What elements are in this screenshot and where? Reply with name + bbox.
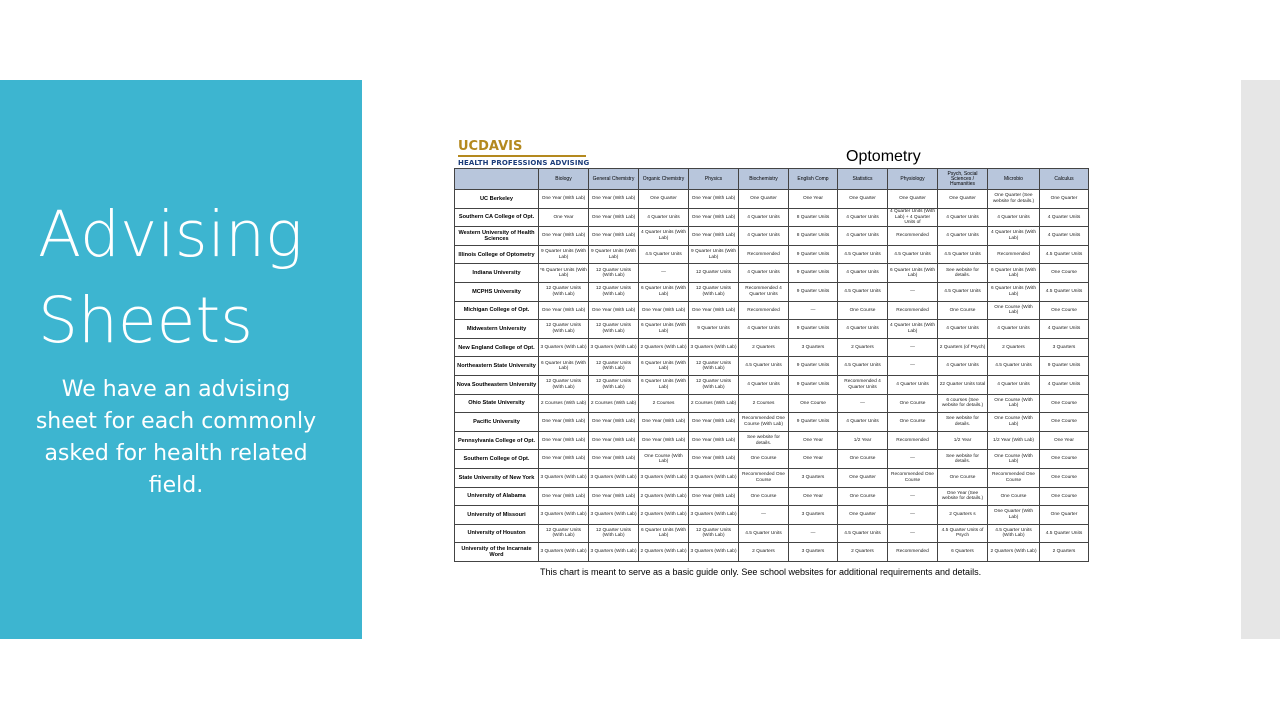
slide-title[interactable]: Advising Sheets — [38, 198, 303, 357]
requirement-cell: One Year (With Lab) — [689, 190, 739, 209]
requirement-cell: One Course — [838, 487, 888, 506]
requirement-cell: One Quarter — [1040, 506, 1089, 525]
requirement-cell: One Course — [988, 487, 1040, 506]
school-name-cell: Nova Southeastern University — [455, 375, 539, 394]
requirement-cell: One Course — [1040, 413, 1089, 432]
school-name-cell: Michigan College of Opt. — [455, 301, 539, 320]
requirement-cell: — — [888, 450, 938, 469]
requirement-cell: 3 Quarters — [789, 543, 838, 562]
requirement-cell: One Course — [938, 301, 988, 320]
requirement-cell: 2 Quarters — [838, 338, 888, 357]
requirement-cell: One Course — [739, 450, 789, 469]
requirement-cell: One Year — [789, 190, 838, 209]
requirement-cell: 9 Quarter Units — [689, 320, 739, 339]
requirement-cell: 3 Quarters (With Lab) — [589, 468, 639, 487]
requirement-cell: 12 Quarter Units (With Lab) — [589, 282, 639, 301]
requirement-cell: 12 Quarter Units (With Lab) — [539, 320, 589, 339]
requirement-cell: 6 Quarter Units (With Lab) — [639, 357, 689, 376]
requirement-cell: 6 Quarter Units (With Lab) — [639, 282, 689, 301]
requirement-cell: 12 Quarter Units (With Lab) — [689, 357, 739, 376]
requirement-cell: 6 courses (See website for details.) — [938, 394, 988, 413]
advising-sheet-image[interactable] — [454, 135, 1088, 580]
table-row — [455, 338, 1089, 357]
column-header: Calculus — [1040, 169, 1089, 190]
requirement-cell: One Year (With Lab) — [539, 227, 589, 246]
requirement-cell: 3 Quarters (With Lab) — [689, 338, 739, 357]
requirement-cell: 2 Quarters — [838, 543, 888, 562]
requirement-cell: One Year (With Lab) — [589, 227, 639, 246]
requirement-cell: 3 Quarters (With Lab) — [689, 543, 739, 562]
requirement-cell: One Course (With Lab) — [988, 450, 1040, 469]
requirement-cell: 9 Quarter Units — [789, 264, 838, 283]
requirement-cell: 2 Quarters — [1040, 543, 1089, 562]
table-row — [455, 320, 1089, 339]
requirement-cell: 3 Quarters (With Lab) — [589, 338, 639, 357]
requirement-cell: One Quarter — [838, 506, 888, 525]
requirement-cell: — — [739, 506, 789, 525]
requirement-cell: — — [789, 524, 838, 543]
table-row — [455, 282, 1089, 301]
table-row — [455, 394, 1089, 413]
school-name-cell: Ohio State University — [455, 394, 539, 413]
requirement-cell: Recommended — [888, 227, 938, 246]
requirement-cell: 12 Quarter Units (With Lab) — [689, 375, 739, 394]
requirement-cell: 6 Quarter Units (With Lab) — [639, 320, 689, 339]
table-row — [455, 524, 1089, 543]
requirement-cell: One Course — [888, 413, 938, 432]
requirement-cell: One Course — [1040, 487, 1089, 506]
school-name-cell: Pennsylvania College of Opt. — [455, 431, 539, 450]
requirement-cell: 4.5 Quarter Units — [938, 282, 988, 301]
requirement-cell: 4 Quarter Units — [988, 208, 1040, 227]
requirement-cell: 4 Quarter Units — [739, 375, 789, 394]
requirement-cell: 4.5 Quarter Units — [988, 357, 1040, 376]
requirement-cell: 12 Quarter Units — [689, 264, 739, 283]
requirement-cell: One Year (With Lab) — [639, 413, 689, 432]
requirement-cell: One Course (With Lab) — [988, 301, 1040, 320]
requirement-cell: 6 Quarter Units (With Lab) — [888, 264, 938, 283]
school-name-cell: Southern CA College of Opt. — [455, 208, 539, 227]
requirement-cell: 2 Quarters (With Lab) — [988, 543, 1040, 562]
requirement-cell: — — [838, 394, 888, 413]
requirement-cell: One Course — [838, 450, 888, 469]
requirement-cell: 4 Quarter Units — [739, 264, 789, 283]
requirement-cell: 9 Quarter Units — [789, 375, 838, 394]
requirement-cell: 2 Courses (With Lab) — [539, 394, 589, 413]
logo-subtitle: HEALTH PROFESSIONS ADVISING — [458, 158, 590, 167]
requirement-cell: 3 Quarters (With Lab) — [539, 506, 589, 525]
requirement-cell: 2 Quarters — [988, 338, 1040, 357]
requirement-cell: 2 Courses (With Lab) — [689, 394, 739, 413]
table-row — [455, 413, 1089, 432]
requirement-cell: 3 Quarters — [789, 468, 838, 487]
requirement-cell: One Year — [1040, 431, 1089, 450]
requirement-cell: One Year (With Lab) — [689, 431, 739, 450]
requirement-cell: 4 Quarter Units — [938, 208, 988, 227]
requirement-cell: 9 Quarter Units — [789, 282, 838, 301]
requirement-cell: One Year (With Lab) — [589, 450, 639, 469]
table-row — [455, 450, 1089, 469]
requirement-cell: 2 Quarters s — [938, 506, 988, 525]
requirement-cell: One Course — [1040, 450, 1089, 469]
requirement-cell: 4 Quarter Units — [739, 227, 789, 246]
requirement-cell: 8 Quarter Units — [789, 227, 838, 246]
school-name-cell: UC Berkeley — [455, 190, 539, 209]
requirement-cell: — — [888, 357, 938, 376]
table-body — [455, 190, 1089, 562]
requirement-cell: 4.5 Quarter Units — [938, 245, 988, 264]
table-row — [455, 190, 1089, 209]
requirement-cell: One Quarter — [838, 190, 888, 209]
requirement-cell: 2 Courses — [739, 394, 789, 413]
sheet-title: Optometry — [846, 148, 921, 165]
requirement-cell: One Year (With Lab) — [589, 487, 639, 506]
requirement-cell: 4.5 Quarter Units — [739, 357, 789, 376]
requirement-cell: One Year (With Lab) — [689, 450, 739, 469]
requirement-cell: 4 Quarter Units — [1040, 320, 1089, 339]
requirement-cell: 9 Quarter Units — [1040, 357, 1089, 376]
requirement-cell: 12 Quarter Units (With Lab) — [689, 524, 739, 543]
requirement-cell: 12 Quarter Units (With Lab) — [589, 264, 639, 283]
requirement-cell: 12 Quarter Units (With Lab) — [539, 282, 589, 301]
table-row — [455, 468, 1089, 487]
requirement-cell: One Year (With Lab) — [589, 301, 639, 320]
requirement-cell: 2 Quarters (With Lab) — [639, 338, 689, 357]
school-name-cell: State University of New York — [455, 468, 539, 487]
requirement-cell: See website for details. — [739, 431, 789, 450]
requirement-cell: 4 Quarter Units (With Lab) — [639, 227, 689, 246]
table-row — [455, 208, 1089, 227]
table-row — [455, 264, 1089, 283]
requirement-cell: 2 Quarters (With Lab) — [639, 506, 689, 525]
column-header: Physiology — [888, 169, 938, 190]
requirement-cell: 2 Quarters (With Lab) — [639, 487, 689, 506]
requirement-cell: 4 Quarter Units — [1040, 208, 1089, 227]
requirement-cell: One Year — [789, 450, 838, 469]
requirement-cell: 4.5 Quarter Units — [838, 282, 888, 301]
requirement-cell: 4 Quarter Units — [838, 208, 888, 227]
requirement-cell: 4.5 Quarter Units — [1040, 524, 1089, 543]
requirement-cell: One Course — [739, 487, 789, 506]
requirement-cell: One Year (With Lab) — [539, 487, 589, 506]
requirement-cell: 12 Quarter Units (With Lab) — [589, 320, 639, 339]
requirement-cell: — — [789, 301, 838, 320]
requirement-cell: 1/2 Year (With Lab) — [988, 431, 1040, 450]
requirement-cell: 4 Quarter Units — [938, 357, 988, 376]
column-header: Physics — [689, 169, 739, 190]
requirement-cell: 2 Courses — [639, 394, 689, 413]
school-name-cell: New England College of Opt. — [455, 338, 539, 357]
requirement-cell: One Course — [1040, 394, 1089, 413]
requirement-cell: Recommended — [888, 301, 938, 320]
requirement-cell: One Year (With Lab) — [539, 413, 589, 432]
requirement-cell: 3 Quarters — [1040, 338, 1089, 357]
requirement-cell: One Year (With Lab) — [589, 208, 639, 227]
requirement-cell: 9 Quarter Units — [789, 413, 838, 432]
requirement-cell: One Year (With Lab) — [689, 208, 739, 227]
requirement-cell: 3 Quarters (With Lab) — [639, 468, 689, 487]
requirement-cell: 6 Quarter Units (With Lab) — [539, 357, 589, 376]
requirement-cell: 4 Quarter Units — [988, 375, 1040, 394]
requirement-cell: One Year (With Lab) — [689, 487, 739, 506]
requirement-cell: Recommended One Course — [988, 468, 1040, 487]
logo-rule — [458, 155, 586, 157]
requirement-cell: One Course (With Lab) — [988, 394, 1040, 413]
requirement-cell: 4 Quarter Units — [1040, 375, 1089, 394]
requirement-cell: 3 Quarters (With Lab) — [689, 468, 739, 487]
requirement-cell: One Year (With Lab) — [589, 431, 639, 450]
requirement-cell: Recommended — [739, 301, 789, 320]
requirement-cell: 3 Quarters (With Lab) — [589, 506, 639, 525]
requirement-cell: Recommended 4 Quarter Units — [838, 375, 888, 394]
requirement-cell: 4 Quarter Units (With Lab) — [888, 320, 938, 339]
school-name-cell: MCPHS University — [455, 282, 539, 301]
side-accent-bar — [1241, 80, 1280, 639]
requirement-cell: 4 Quarter Units — [1040, 227, 1089, 246]
requirement-cell: 9 Quarter Units — [789, 320, 838, 339]
requirement-cell: 3 Quarters (With Lab) — [539, 468, 589, 487]
requirement-cell: 4 Quarter Units — [838, 320, 888, 339]
requirement-cell: 4 Quarter Units — [938, 320, 988, 339]
school-name-cell: University of the Incarnate Word — [455, 543, 539, 562]
table-row — [455, 487, 1089, 506]
requirement-cell: *6 Quarter Units (With Lab) — [539, 264, 589, 283]
requirement-cell: 4 Quarter Units — [888, 375, 938, 394]
requirement-cell: One Year (With Lab) — [639, 431, 689, 450]
requirement-cell: 4 Quarter Units — [639, 208, 689, 227]
requirement-cell: 9 Quarter Units (With Lab) — [689, 245, 739, 264]
requirement-cell: One Course — [789, 394, 838, 413]
requirement-cell: See website for details. — [938, 413, 988, 432]
requirement-cell: 3 Quarters (With Lab) — [539, 338, 589, 357]
requirement-cell: 12 Quarter Units (With Lab) — [589, 357, 639, 376]
school-name-cell: University of Missouri — [455, 506, 539, 525]
requirement-cell: One Course — [1040, 264, 1089, 283]
requirement-cell: 6 Quarter Units (With Lab) — [639, 524, 689, 543]
requirement-cell: 2 Quarters (With Lab) — [639, 543, 689, 562]
requirement-cell: 12 Quarter Units (With Lab) — [539, 524, 589, 543]
table-row — [455, 431, 1089, 450]
requirement-cell: See website for details. — [938, 264, 988, 283]
requirement-cell: One Year (With Lab) — [539, 301, 589, 320]
requirement-cell: — — [888, 282, 938, 301]
requirement-cell: 1/2 Year — [938, 431, 988, 450]
column-header: Biochemistry — [739, 169, 789, 190]
requirement-cell: 4.5 Quarter Units — [1040, 245, 1089, 264]
requirement-cell: 9 Quarter Units — [789, 357, 838, 376]
requirement-cell: 6 Quarter Units (With Lab) — [988, 282, 1040, 301]
requirement-cell: 4 Quarter Units — [838, 227, 888, 246]
requirement-cell: 4 Quarter Units (With Lab) — [988, 227, 1040, 246]
school-name-cell: Western University of Health Sciences — [455, 227, 539, 246]
school-name-cell: Midwestern University — [455, 320, 539, 339]
requirement-cell: 2 Quarters (of Psych) — [938, 338, 988, 357]
requirement-cell: 9 Quarter Units (With Lab) — [539, 245, 589, 264]
requirement-cell: 4.5 Quarter Units — [838, 524, 888, 543]
requirement-cell: One Year (See website for details.) — [938, 487, 988, 506]
requirement-cell: One Quarter — [888, 190, 938, 209]
column-header: Biology — [539, 169, 589, 190]
requirement-cell: Recommended One Course (With Lab) — [739, 413, 789, 432]
requirement-cell: 12 Quarter Units (With Lab) — [689, 282, 739, 301]
requirement-cell: One Quarter — [1040, 190, 1089, 209]
requirement-cell: One Quarter (With Lab) — [988, 506, 1040, 525]
table-row — [455, 375, 1089, 394]
requirement-cell: One Year (With Lab) — [539, 450, 589, 469]
logo-wordmark: UCDAVIS — [458, 139, 523, 154]
requirement-cell: One Year (With Lab) — [689, 227, 739, 246]
school-name-cell: Northeastern State University — [455, 357, 539, 376]
requirement-cell: One Year (With Lab) — [539, 431, 589, 450]
requirement-cell: One Course — [838, 301, 888, 320]
requirement-cell: Recommended One Course — [888, 468, 938, 487]
requirement-cell: 6 Quarter Units (With Lab) — [988, 264, 1040, 283]
requirement-cell: One Year (With Lab) — [689, 301, 739, 320]
requirement-cell: One Year — [789, 431, 838, 450]
column-header: General Chemistry — [589, 169, 639, 190]
header-corner-cell — [455, 169, 539, 190]
requirement-cell: 4 Quarter Units — [838, 264, 888, 283]
requirement-cell: 4 Quarter Units (With Lab) + 4 Quarter Units of — [888, 208, 938, 227]
ucdavis-logo — [458, 139, 598, 169]
school-name-cell: University of Houston — [455, 524, 539, 543]
requirement-cell: 2 Quarters — [739, 338, 789, 357]
requirement-cell: 1/2 Year — [838, 431, 888, 450]
requirement-cell: One Year (With Lab) — [539, 190, 589, 209]
requirement-cell: One Course (With Lab) — [639, 450, 689, 469]
requirement-cell: One Quarter — [639, 190, 689, 209]
requirement-cell: 4 Quarter Units — [739, 208, 789, 227]
school-name-cell: University of Alabama — [455, 487, 539, 506]
requirement-cell: 3 Quarters (With Lab) — [689, 506, 739, 525]
requirement-cell: 12 Quarter Units (With Lab) — [589, 375, 639, 394]
requirement-cell: One Quarter — [938, 190, 988, 209]
requirement-cell: 4.5 Quarter Units of Psych — [938, 524, 988, 543]
requirement-cell: 6 Quarter Units (With Lab) — [639, 375, 689, 394]
school-name-cell: Pacific University — [455, 413, 539, 432]
table-row — [455, 227, 1089, 246]
requirement-cell: 9 Quarter Units — [789, 245, 838, 264]
requirement-cell: Recommended — [739, 245, 789, 264]
requirement-cell: See website for details. — [938, 450, 988, 469]
requirements-table — [454, 168, 1089, 562]
requirement-cell: 3 Quarters (With Lab) — [539, 543, 589, 562]
requirement-cell: One Course — [938, 468, 988, 487]
requirement-cell: 22 Quarter Units total — [938, 375, 988, 394]
slide-body-text[interactable]: We have an advising sheet for each commonly asked for health related field. — [35, 377, 317, 498]
requirement-cell: 4.5 Quarter Units — [1040, 282, 1089, 301]
requirement-cell: — — [888, 506, 938, 525]
requirement-cell: 12 Quarter Units (With Lab) — [589, 524, 639, 543]
requirement-cell: Recommended — [988, 245, 1040, 264]
requirement-cell: 4.5 Quarter Units — [639, 245, 689, 264]
table-row — [455, 543, 1089, 562]
requirement-cell: 4.5 Quarter Units — [838, 357, 888, 376]
requirement-cell: Recommended 4 Quarter Units — [739, 282, 789, 301]
requirement-cell: 4 Quarter Units — [988, 320, 1040, 339]
requirement-cell: One Quarter — [739, 190, 789, 209]
table-row — [455, 506, 1089, 525]
requirement-cell: 4.5 Quarter Units (With Lab) — [988, 524, 1040, 543]
requirement-cell: 4.5 Quarter Units — [838, 245, 888, 264]
requirement-cell: One Quarter (See website for details.) — [988, 190, 1040, 209]
requirement-cell: 4.5 Quarter Units — [888, 245, 938, 264]
column-header: Statistics — [838, 169, 888, 190]
requirement-cell: One Year (With Lab) — [639, 301, 689, 320]
requirement-cell: — — [888, 338, 938, 357]
requirement-cell: One Year (With Lab) — [689, 413, 739, 432]
sheet-footnote: This chart is meant to serve as a basic guide only. See school websites for additional requirements and details. — [540, 567, 982, 577]
requirement-cell: 6 Quarters — [938, 543, 988, 562]
table-row — [455, 245, 1089, 264]
requirement-cell: One Year (With Lab) — [589, 413, 639, 432]
requirement-cell: 3 Quarters — [789, 506, 838, 525]
requirement-cell: One Quarter — [838, 468, 888, 487]
requirement-cell: Recommended — [888, 431, 938, 450]
requirement-cell: 4 Quarter Units — [938, 227, 988, 246]
requirement-cell: — — [888, 487, 938, 506]
table-header-row — [455, 169, 1089, 190]
requirement-cell: One Course — [1040, 301, 1089, 320]
requirement-cell: 4 Quarter Units — [739, 320, 789, 339]
column-header: Psych, Social Sciences / Humanities — [938, 169, 988, 190]
school-name-cell: Indiana University — [455, 264, 539, 283]
requirement-cell: One Year — [789, 487, 838, 506]
column-header: English Comp — [789, 169, 838, 190]
requirement-cell: 4.5 Quarter Units — [739, 524, 789, 543]
school-name-cell: Illinois College of Optometry — [455, 245, 539, 264]
requirement-cell: 9 Quarter Units (With Lab) — [589, 245, 639, 264]
requirement-cell: 12 Quarter Units (With Lab) — [539, 375, 589, 394]
column-header: Organic Chemistry — [639, 169, 689, 190]
requirement-cell: One Year (With Lab) — [589, 190, 639, 209]
requirement-cell: 3 Quarters (With Lab) — [589, 543, 639, 562]
requirement-cell: 8 Quarter Units — [789, 208, 838, 227]
requirement-cell: One Year — [539, 208, 589, 227]
column-header: Microbio — [988, 169, 1040, 190]
requirement-cell: Recommended One Course — [739, 468, 789, 487]
requirement-cell: — — [639, 264, 689, 283]
requirement-cell: 2 Quarters — [739, 543, 789, 562]
requirement-cell: 4 Quarter Units — [838, 413, 888, 432]
requirement-cell: 2 Courses (With Lab) — [589, 394, 639, 413]
requirement-cell: 3 Quarters — [789, 338, 838, 357]
table-row — [455, 357, 1089, 376]
requirement-cell: One Course — [888, 394, 938, 413]
requirement-cell: One Course — [1040, 468, 1089, 487]
requirement-cell: — — [888, 524, 938, 543]
requirement-cell: One Course (With Lab) — [988, 413, 1040, 432]
table-row — [455, 301, 1089, 320]
school-name-cell: Southern College of Opt. — [455, 450, 539, 469]
requirement-cell: Recommended — [888, 543, 938, 562]
